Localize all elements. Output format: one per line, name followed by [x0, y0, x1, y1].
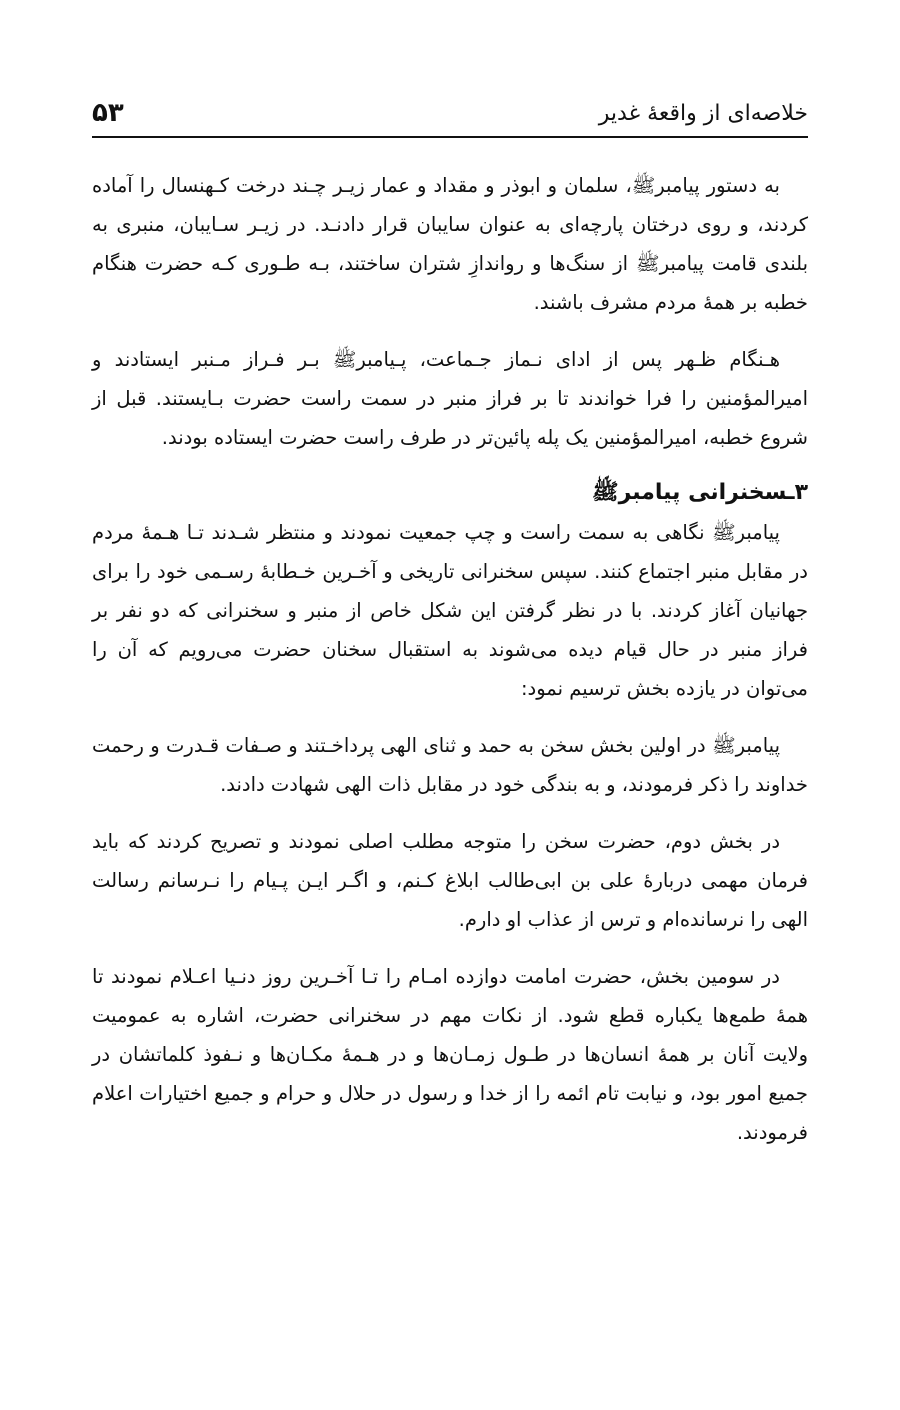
paragraph: هـنگام ظـهر پس از ادای نـماز جـماعت، پـیامبرﷺ بـر فـراز مـنبر ایستادند و امیرالمؤمنین را فرا خواندند تا بر فراز منبر در سمت راست حضرت بـایستند. قبل از شروع خطبه، امیرالمؤمنین یک پله پائین‌تر در طرف راست حضرت ایستاده بودند.	[92, 348, 808, 449]
paragraph: پیامبرﷺ نگاهی به سمت راست و چپ جمعیت نمودند و منتظر شـدند تـا هـمۀ مردم در مقابل منبر اجتماع کنند. سپس سخنرانی تاریخی و آخـرین خـطابۀ رسـمی خود را برای جهانیان آغاز کردند. با در نظر گرفتن این شکل خاص از منبر و سخنرانی که دو نفر بر فراز منبر در حال قیام دیده می‌شوند به استقبال سخنان حضرت می‌رویم که آن را می‌توان در یازده بخش ترسیم نمود:	[92, 521, 808, 700]
paragraph: به دستور پیامبرﷺ، سلمان و ابوذر و مقداد و عمار زیـر چـند درخت کـهنسال را آماده کردند، و روی درختان پارچه‌ای به عنوان سایبان قرار دادنـد. در زیـر سـایبان، منبری به بلندی قامت پیامبرﷺ از سنگ‌ها و رواندازِ شتران ساختند، بـه طـوری کـه حضرت هنگام خطبه بر همۀ مردم مشرف باشند.	[92, 174, 808, 314]
paragraph: در بخش دوم، حضرت سخن را متوجه مطلب اصلی نمودند و تصریح کردند که باید فرمان مهمی دربارۀ علی بن ابی‌طالب ابلاغ کـنم، و اگـر ایـن پـیام را نـرسانم رسالت الهی را نرسانده‌ام و ترس از عذاب او دارم.	[92, 830, 808, 931]
section-heading: ۳ـسخنرانی پیامبرﷺ	[592, 480, 808, 505]
page-body	[92, 166, 808, 1170]
page-number: ۵۳	[92, 98, 124, 128]
paragraph: در سومین بخش، حضرت امامت دوازده امـام را تـا آخـرین روز دنـیا اعـلام نمودند تا همۀ طمع‌ها یکباره قطع شود. از نکات مهم در سخنرانی حضرت، اشاره به عمومیت ولایت آنان بر همۀ انسان‌ها در طـول زمـان‌ها و در هـمۀ مکـان‌ها و نـفوذ کلماتشان در جمیع امور بود، و نیابت تام ائمه را از خدا و رسول در حلال و حرام و جمیع اختیارات اعلام فرمودند.	[92, 965, 808, 1144]
running-title: خلاصه‌ای از واقعۀ غدیر	[598, 101, 808, 126]
book-page	[92, 0, 808, 1410]
page-header	[92, 96, 808, 138]
paragraph: پیامبرﷺ در اولین بخش سخن به حمد و ثنای الهی پرداخـتند و صـفات قـدرت و رحمت خداوند را ذکر فرمودند، و به بندگی خود در مقابل ذات الهی شهادت دادند.	[92, 734, 808, 796]
